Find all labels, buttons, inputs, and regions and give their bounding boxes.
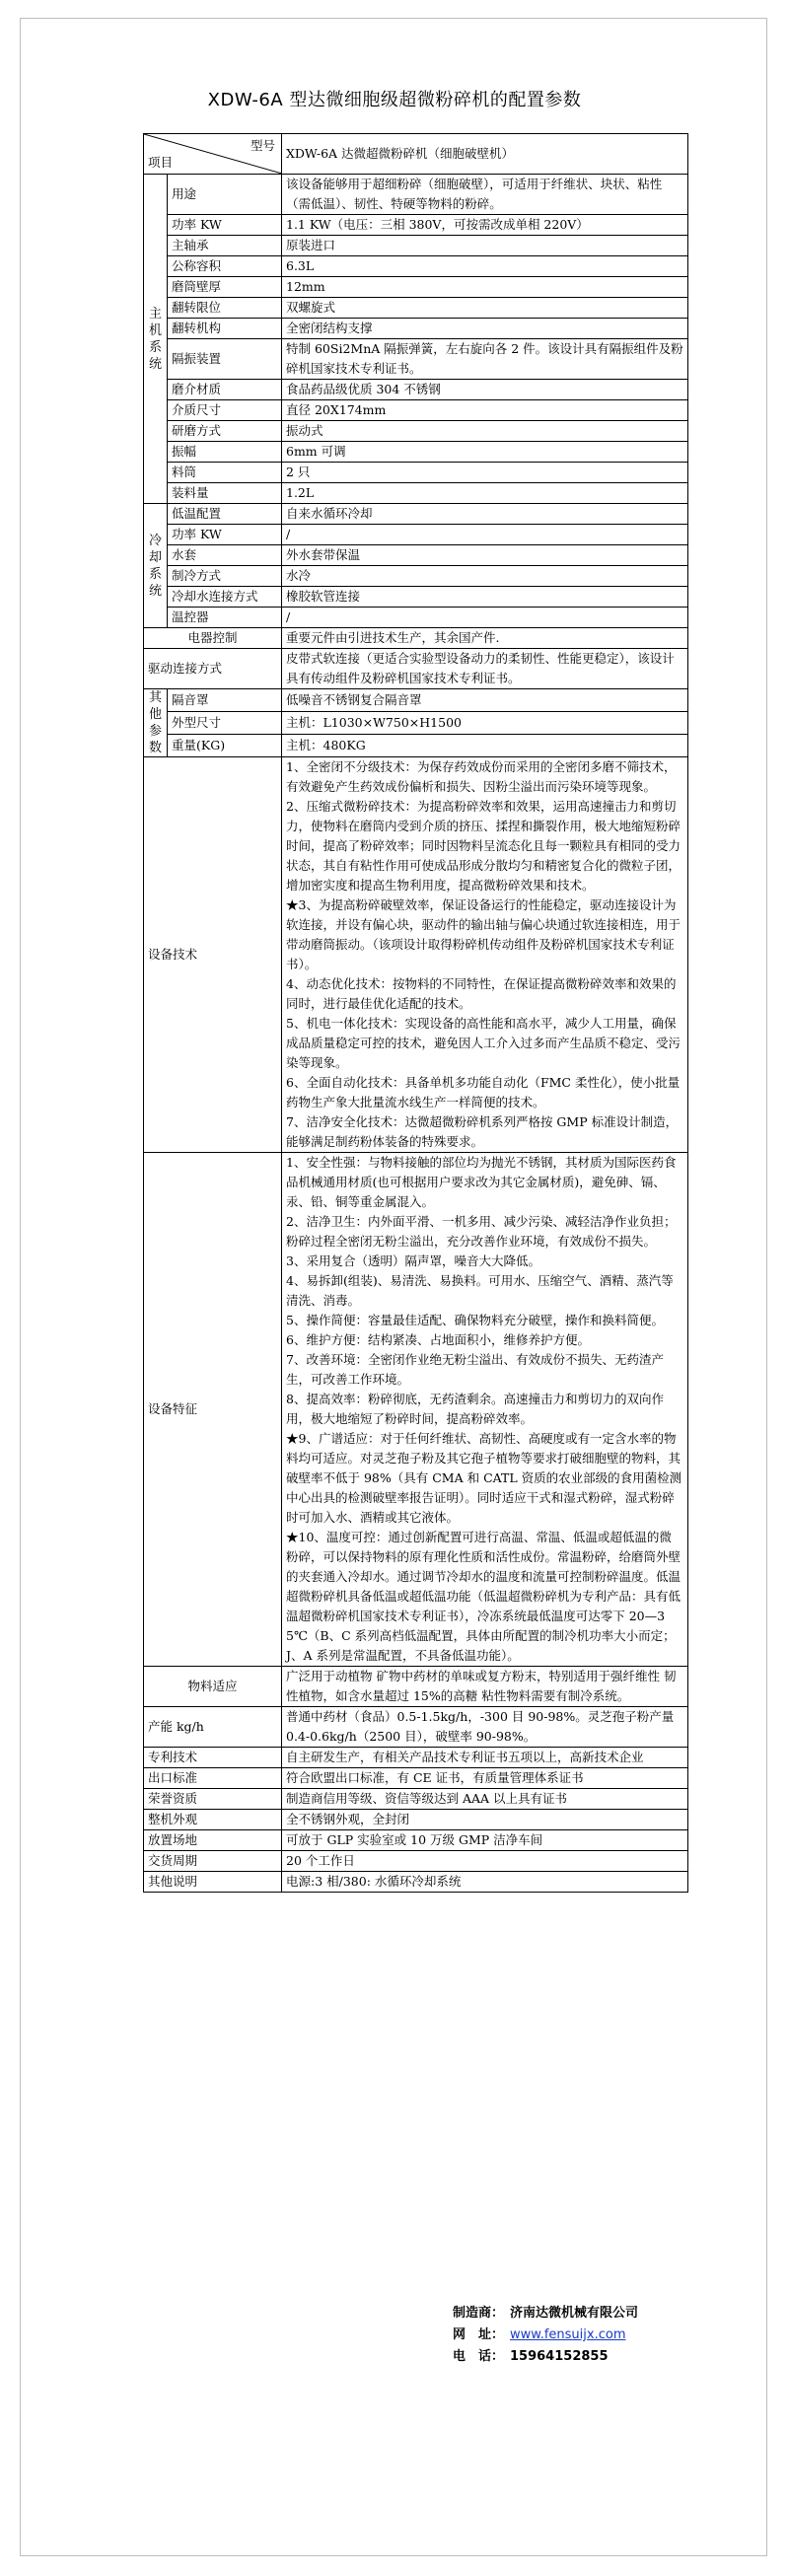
row-label: 电器控制 <box>144 628 282 649</box>
row-value: 外水套带保温 <box>282 545 688 566</box>
row-value: 12mm <box>282 277 688 298</box>
table-row <box>144 1667 688 1707</box>
row-value: 自来水循环冷却 <box>282 504 688 525</box>
group-main-system: 主机系统 <box>144 175 168 504</box>
table-row <box>144 1153 688 1667</box>
paragraph: ★9、广谱适应：对于任何纤维状、高韧性、高硬度或有一定含水率的物料均可适应。对灵芝孢子粉及其它孢子植物等要求打破细胞壁的物料，其破壁率不低于 98%（具有 CMA 和 CATL 资质的农业部级的食用菌检测中心出具的检测破壁率报告证明）。同时适应干式和湿式粉碎，湿式粉碎时可加入水、酒精或其它液体。 <box>286 1431 682 1525</box>
row-value: 橡胶软管连接 <box>282 587 688 608</box>
paragraph: ★3、为提高粉碎破壁效率，保证设备运行的性能稳定，驱动连接设计为软连接，并设有偏心块，驱动件的输出轴与偏心块通过软连接相连，用于带动磨筒振动。（该项设计取得粉碎机传动组件及粉碎机国家技术专利证书）。 <box>286 897 681 971</box>
table-row <box>144 504 688 525</box>
table-row <box>144 400 688 421</box>
spec-table <box>143 133 688 1893</box>
table-row <box>144 1830 688 1851</box>
row-value: 广泛用于动植物 矿物中药材的单味或复方粉末，特别适用于强纤维性 韧性植物，如含水量超过 15%的高糖 粘性物料需要有制冷系统。 <box>282 1667 688 1707</box>
table-row <box>144 1707 688 1748</box>
document-title: XDW-6A 型达微细胞级超微粉碎机的配置参数 <box>207 90 582 110</box>
row-label: 交货周期 <box>144 1851 282 1872</box>
row-label: 介质尺寸 <box>168 400 282 421</box>
row-label: 功率 KW <box>168 215 282 236</box>
table-row <box>144 380 688 400</box>
row-label: 驱动连接方式 <box>144 649 282 689</box>
row-label: 物料适应 <box>144 1667 282 1707</box>
row-label: 低温配置 <box>168 504 282 525</box>
row-label: 水套 <box>168 545 282 566</box>
paragraph: ★10、温度可控：通过创新配置可进行高温、常温、低温或超低温的微粉碎，可以保持物料的原有理化性质和活性成份。常温粉碎，给磨筒外壁的夹套通入冷却水。通过调节冷却水的温度和流量可控制粉碎温度。低温超微粉碎机具备低温或超低温功能（低温超微粉碎机为专利产品：具有低温超微粉碎机国家技术专利证书），冷冻系统最低温度可达零下 20—35℃（B、C 系列高档低温配置，具体由所配置的制冷机功率大小而定；J、A 系列是常温配置，不具备低温功能）。 <box>286 1530 681 1663</box>
row-label: 装料量 <box>168 483 282 504</box>
row-value: 普通中药材（食品）0.5-1.5kg/h，-300 目 90-98%。灵芝孢子粉产量 0.4-0.6kg/h（2500 目），破壁率 90-98%。 <box>282 1707 688 1748</box>
contact-block <box>453 2303 638 2368</box>
row-label: 公称容积 <box>168 256 282 277</box>
table-row <box>144 545 688 566</box>
row-value: 全密闭结构支撑 <box>282 319 688 339</box>
table-row <box>144 319 688 339</box>
paragraph: 2、洁净卫生：内外面平滑、一机多用、减少污染、减轻洁净作业负担；粉碎过程全密闭无粉尘溢出，充分改善作业环境，有效成份不损失。 <box>286 1214 677 1249</box>
row-value: 自主研发生产，有相关产品技术专利证书五项以上，高新技术企业 <box>282 1748 688 1768</box>
row-value: 制造商信用等级、资信等级达到 AAA 以上具有证书 <box>282 1789 688 1810</box>
maker-line <box>453 2303 638 2325</box>
row-label: 主轴承 <box>168 236 282 256</box>
row-value: / <box>282 608 688 628</box>
row-value: 20 个工作日 <box>282 1851 688 1872</box>
paragraph: 5、机电一体化技术：实现设备的高性能和高水平，减少人工用量，确保成品质量稳定可控的技术，避免因人工介入过多而产生品质不稳定、受污染等现象。 <box>286 1016 681 1070</box>
paragraph: 4、动态优化技术：按物料的不同特性，在保证提高微粉碎效率和效果的同时，进行最佳优化适配的技术。 <box>286 976 677 1011</box>
row-label: 整机外观 <box>144 1810 282 1830</box>
row-value: 皮带式软连接（更适合实验型设备动力的柔韧性、性能更稳定），该设计具有传动组件及粉碎机国家技术专利证书。 <box>282 649 688 689</box>
row-label: 产能 kg/h <box>144 1707 282 1748</box>
table-row <box>144 1851 688 1872</box>
table-row <box>144 1748 688 1768</box>
row-value: / <box>282 525 688 545</box>
table-row <box>144 421 688 442</box>
row-value: 1.1 KW（电压：三相 380V，可按需改成单相 220V） <box>282 215 688 236</box>
maker-name: 济南达微机械有限公司 <box>510 2306 639 2321</box>
table-row <box>144 712 688 735</box>
row-label: 翻转机构 <box>168 319 282 339</box>
paragraph: 5、操作简便：容量最佳适配、确保物料充分破壁，操作和换料简便。 <box>286 1313 664 1327</box>
row-value: 低噪音不锈钢复合隔音罩 <box>282 689 688 712</box>
paragraph: 3、采用复合（透明）隔声罩，噪音大大降低。 <box>286 1253 540 1268</box>
table-row <box>144 566 688 587</box>
table-row <box>144 757 688 1153</box>
row-value: 主机：L1030×W750×H1500 <box>282 712 688 735</box>
equipment-features-label: 设备特征 <box>144 1153 282 1667</box>
row-value: 符合欧盟出口标准，有 CE 证书，有质量管理体系证书 <box>282 1768 688 1789</box>
row-label: 重量(KG) <box>168 735 282 757</box>
row-value: 食品药品级优质 304 不锈钢 <box>282 380 688 400</box>
header-row <box>144 134 688 175</box>
row-label: 功率 KW <box>168 525 282 545</box>
row-label: 放置场地 <box>144 1830 282 1851</box>
phone-label: 电 话： <box>453 2349 505 2364</box>
row-label: 振幅 <box>168 442 282 463</box>
row-label: 研磨方式 <box>168 421 282 442</box>
equipment-technology-content <box>282 757 688 1153</box>
paragraph: 1、全密闭不分级技术：为保存药效成份而采用的全密闭多磨不筛技术，有效避免产生药效成份偏析和损失、因粉尘溢出而污染环境等现象。 <box>286 759 677 794</box>
row-value: 水冷 <box>282 566 688 587</box>
row-value: 该设备能够用于超细粉碎（细胞破壁），可适用于纤维状、块状、粘性（需低温）、韧性、特硬等物料的粉碎。 <box>282 175 688 215</box>
row-value: 6.3L <box>282 256 688 277</box>
row-label: 冷却水连接方式 <box>168 587 282 608</box>
row-value: 主机：480KG <box>282 735 688 757</box>
equipment-features-content <box>282 1153 688 1667</box>
row-label: 其他说明 <box>144 1872 282 1893</box>
row-value: 重要元件由引进技术生产，其余国产件. <box>282 628 688 649</box>
row-label: 荣誉资质 <box>144 1789 282 1810</box>
row-value: 直径 20X174mm <box>282 400 688 421</box>
table-row <box>144 277 688 298</box>
model-value: XDW-6A 达微超微粉碎机（细胞破壁机） <box>282 134 688 175</box>
row-value: 1.2L <box>282 483 688 504</box>
table-row <box>144 215 688 236</box>
group-other-params: 其他参数 <box>144 689 168 757</box>
row-label: 磨筒壁厚 <box>168 277 282 298</box>
table-row <box>144 525 688 545</box>
row-value: 原装进口 <box>282 236 688 256</box>
row-label: 用途 <box>168 175 282 215</box>
row-label: 温控器 <box>168 608 282 628</box>
paragraph: 6、全面自动化技术：具备单机多功能自动化（FMC 柔性化），使小批量药物生产象大批量流水线生产一样简便的技术。 <box>286 1075 681 1109</box>
row-label: 翻转限位 <box>168 298 282 319</box>
paragraph: 2、压缩式微粉碎技术：为提高粉碎效率和效果，运用高速撞击力和剪切力，使物料在磨筒内受到介质的挤压、揉捏和撕裂作用，极大地缩短粉碎时间，提高了粉碎效率；同时因物料呈流态化且每一颗粒具有相同的受力状态，其自有粘性作用可使成品形成分散均匀和精密复合化的微粒子团，增加密实度和提高生物利用度，提高微粉碎效果和技术。 <box>286 799 681 893</box>
table-row <box>144 649 688 689</box>
row-value: 振动式 <box>282 421 688 442</box>
table-row <box>144 689 688 712</box>
row-label: 隔振装置 <box>168 339 282 380</box>
site-line <box>453 2325 638 2346</box>
table-row <box>144 587 688 608</box>
site-label: 网 址： <box>453 2327 505 2342</box>
row-value: 电源:3 相/380: 水循环冷却系统 <box>282 1872 688 1893</box>
table-row <box>144 442 688 463</box>
row-label: 外型尺寸 <box>168 712 282 735</box>
table-row <box>144 175 688 215</box>
row-label: 出口标准 <box>144 1768 282 1789</box>
row-label: 隔音罩 <box>168 689 282 712</box>
table-row <box>144 298 688 319</box>
table-row <box>144 1789 688 1810</box>
table-row <box>144 463 688 483</box>
phone-line <box>453 2346 638 2368</box>
paragraph: 7、洁净安全化技术：达微超微粉碎机系列严格按 GMP 标准设计制造，能够满足制药粉体装备的特殊要求。 <box>286 1114 679 1149</box>
document-page <box>20 18 767 2556</box>
table-row <box>144 608 688 628</box>
paragraph: 7、改善环境：全密闭作业绝无粉尘溢出、有效成份不损失、无药渣产生，可改善工作环境。 <box>286 1352 664 1387</box>
model-label: 型号 <box>250 138 275 153</box>
item-label: 项目 <box>148 155 174 170</box>
group-cooling-system: 冷却系统 <box>144 504 168 628</box>
row-value: 6mm 可调 <box>282 442 688 463</box>
paragraph: 1、安全性强：与物料接触的部位均为抛光不锈钢，其材质为国际医药食品机械通用材质(也可根据用户要求改为其它金属材质)，避免砷、镉、汞、铅、铜等重金属混入。 <box>286 1155 677 1209</box>
row-value: 双螺旋式 <box>282 298 688 319</box>
row-value: 可放于 GLP 实验室或 10 万级 GMP 洁净车间 <box>282 1830 688 1851</box>
paragraph: 6、维护方便：结构紧凑、占地面积小，维修养护方便。 <box>286 1332 590 1347</box>
table-row <box>144 735 688 757</box>
table-row <box>144 339 688 380</box>
row-label: 制冷方式 <box>168 566 282 587</box>
maker-label: 制造商： <box>453 2306 505 2321</box>
row-label: 专利技术 <box>144 1748 282 1768</box>
table-row <box>144 1872 688 1893</box>
table-row <box>144 483 688 504</box>
table-row <box>144 1810 688 1830</box>
equipment-technology-label: 设备技术 <box>144 757 282 1153</box>
row-value: 2 只 <box>282 463 688 483</box>
row-value: 特制 60Si2MnA 隔振弹簧，左右旋向各 2 件。该设计具有隔振组件及粉碎机国家技术专利证书。 <box>282 339 688 380</box>
table-row <box>144 628 688 649</box>
table-row <box>144 236 688 256</box>
row-label: 料筒 <box>168 463 282 483</box>
diagonal-header-cell <box>144 134 282 175</box>
website-link[interactable]: www.fensuijx.com <box>510 2327 626 2342</box>
paragraph: 8、提高效率：粉碎彻底，无药渣剩余。高速撞击力和剪切力的双向作用，极大地缩短了粉碎时间，提高粉碎效率。 <box>286 1392 664 1426</box>
row-label: 磨介材质 <box>168 380 282 400</box>
paragraph: 4、易拆卸(组装)、易清洗、易换料。可用水、压缩空气、酒精、蒸汽等清洗、消毒。 <box>286 1273 674 1308</box>
phone-number: 15964152855 <box>510 2349 609 2364</box>
row-value: 全不锈钢外观，全封闭 <box>282 1810 688 1830</box>
table-row <box>144 256 688 277</box>
table-row <box>144 1768 688 1789</box>
